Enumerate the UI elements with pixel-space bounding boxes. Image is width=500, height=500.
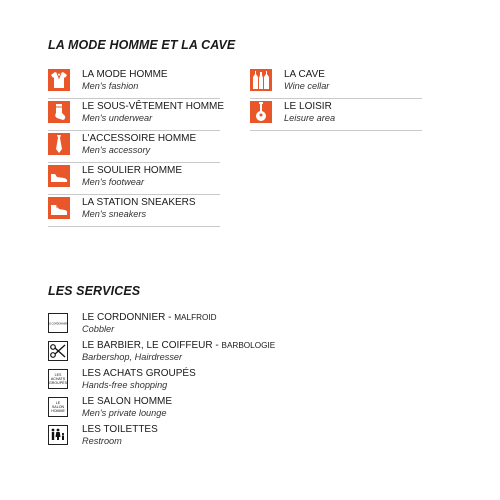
item-title: LE SOUS-VÊTEMENT HOMME xyxy=(82,101,225,112)
item-title: L'ACCESSOIRE HOMME xyxy=(82,133,197,144)
item-subtitle: Men's sneakers xyxy=(82,209,147,219)
guitar-icon xyxy=(250,101,272,123)
service-subtitle: Men's private lounge xyxy=(82,408,167,418)
tie-icon xyxy=(48,133,70,155)
achats-groupes-icon xyxy=(48,369,68,389)
service-subtitle: Cobbler xyxy=(82,324,115,334)
item-subtitle: Men's footwear xyxy=(82,177,145,187)
service-subtitle: Barbershop, Hairdresser xyxy=(82,352,183,362)
sock-icon xyxy=(48,101,70,123)
list-item-accessoire[interactable] xyxy=(48,132,220,163)
item-title: LA CAVE xyxy=(284,69,325,80)
item-title: LE SOULIER HOMME xyxy=(82,165,183,176)
service-cordonnier[interactable] xyxy=(48,313,288,339)
list-item-soulier[interactable] xyxy=(48,164,220,195)
section-title-mode: LA MODE HOMME ET LA CAVE xyxy=(48,38,236,52)
scissors-icon xyxy=(48,341,68,361)
service-salon[interactable] xyxy=(48,397,288,423)
service-subtitle: Hands-free shopping xyxy=(82,380,168,390)
item-subtitle: Men's underwear xyxy=(82,113,153,123)
list-item-sous-vetement[interactable] xyxy=(48,100,225,131)
service-barbier[interactable] xyxy=(48,341,288,367)
list-item-mode-homme[interactable] xyxy=(48,68,220,99)
icon-label-line: LE xyxy=(55,401,61,405)
salon-homme-icon xyxy=(48,397,68,417)
service-title: LE CORDONNIER - MALFROID xyxy=(82,312,217,323)
section-title-services: LES SERVICES xyxy=(48,284,141,298)
item-subtitle: Leisure area xyxy=(284,113,336,123)
shoe-icon xyxy=(48,165,70,187)
service-title: LE SALON HOMME xyxy=(82,396,173,407)
icon-label-line: SALON xyxy=(51,405,65,409)
item-title: LE LOISIR xyxy=(284,101,332,112)
list-item-cave[interactable] xyxy=(250,68,422,99)
list-item-loisir[interactable] xyxy=(250,100,422,131)
sneaker-icon xyxy=(48,197,70,219)
cordonnier-icon xyxy=(48,313,68,333)
icon-label-line: LES xyxy=(54,373,62,377)
service-title: LES ACHATS GROUPÉS xyxy=(82,368,196,379)
service-subtitle: Restroom xyxy=(82,436,122,446)
item-title: LA MODE HOMME xyxy=(82,69,168,80)
jacket-icon xyxy=(48,69,70,91)
service-title: LES TOILETTES xyxy=(82,424,158,435)
item-subtitle: Men's accessory xyxy=(82,145,151,155)
item-subtitle: Men's fashion xyxy=(82,81,139,91)
service-title: LE BARBIER, LE COIFFEUR - BARBOLOGIE xyxy=(82,340,276,351)
list-item-sneakers[interactable] xyxy=(48,196,220,227)
icon-label-line: HOMME xyxy=(51,409,65,413)
icon-label: LE CORDONNIER xyxy=(48,322,68,326)
item-subtitle: Wine cellar xyxy=(284,81,330,91)
wine-bottles-icon xyxy=(250,69,272,91)
icon-label-line: GROUPÉS xyxy=(49,381,67,385)
service-toilettes[interactable] xyxy=(48,425,288,451)
icon-label-line: ACHATS xyxy=(50,377,66,381)
service-achats[interactable] xyxy=(48,369,288,395)
restroom-icon xyxy=(48,425,68,445)
item-title: LA STATION SNEAKERS xyxy=(82,197,196,208)
